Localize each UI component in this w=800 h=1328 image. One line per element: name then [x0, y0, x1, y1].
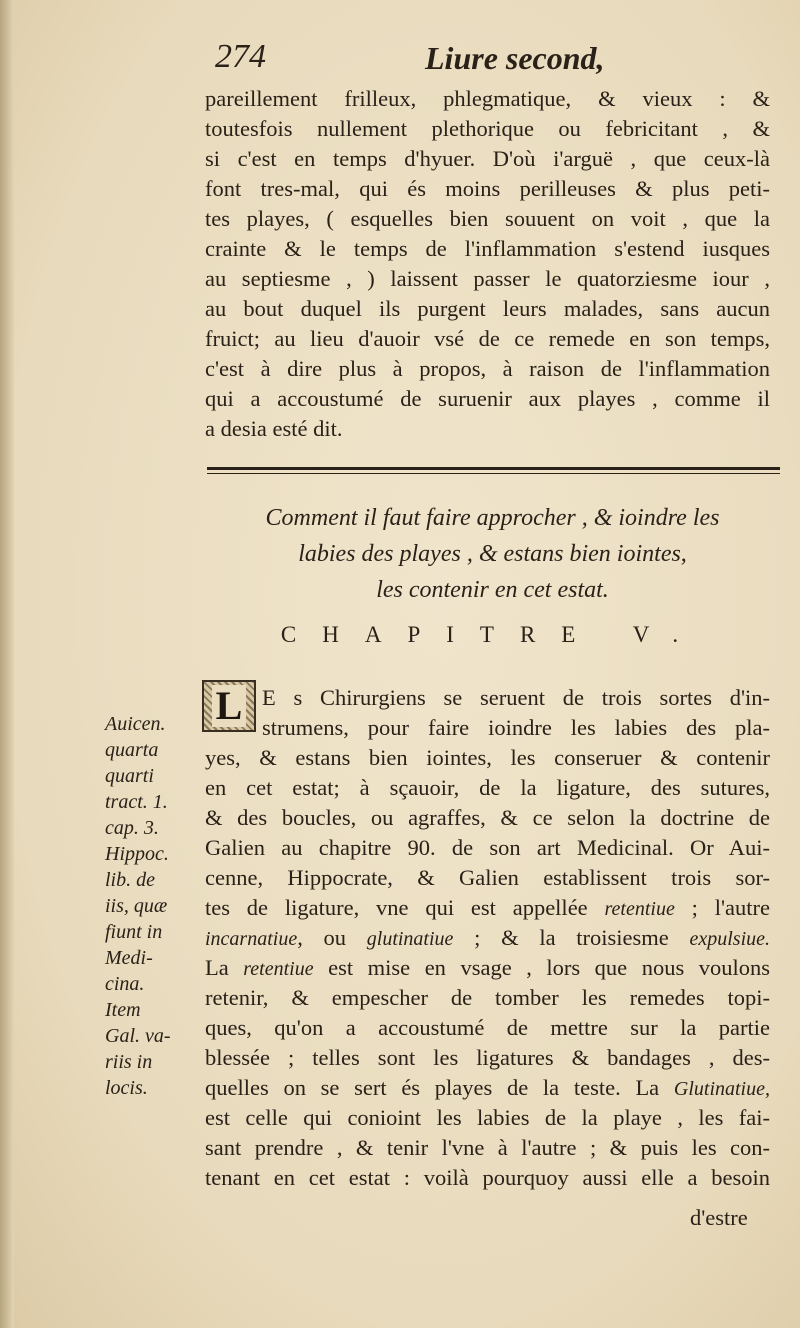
text-line: retenir, & empescher de tomber les remedes topi-	[205, 985, 770, 1010]
catchword: d'estre	[690, 1205, 748, 1230]
text-segment: est mise en vsage , lors que nous voulons	[313, 955, 770, 980]
text-line	[205, 893, 770, 924]
text-line: en cet estat; à sçauoir, de la ligature, des sutures,	[205, 775, 770, 800]
text-line: tes playes, ( esquelles bien souuent on voit , que la	[205, 206, 770, 231]
text-line: pareillement frilleux, phlegmatique, & vieux : &	[205, 86, 770, 111]
margin-note-line: Gal. va-	[105, 1025, 171, 1047]
text-segment: quelles on se sert és playes de la teste. La	[205, 1075, 674, 1100]
text-line: sant prendre , & tenir l'vne à l'autre ; & puis les con-	[205, 1135, 770, 1160]
term-retentiue: retentiue	[604, 898, 675, 920]
text-line: tenant en cet estat : voilà pourquoy aussi elle a besoin	[205, 1165, 770, 1190]
margin-note-line: Medi-	[105, 947, 153, 969]
text-line: Galien au chapitre 90. de son art Medicinal. Or Aui-	[205, 835, 770, 860]
text-line: ques, qu'on a accoustumé de mettre sur la partie	[205, 1015, 770, 1040]
margin-note-line: Auicen.	[105, 713, 166, 735]
margin-note-line: Hippoc.	[105, 843, 169, 865]
binding-gutter	[0, 0, 14, 1328]
text-line: & des boucles, ou agraffes, & ce selon la doctrine de	[205, 805, 770, 830]
text-line: blessée ; telles sont les ligatures & bandages , des-	[205, 1045, 770, 1070]
text-line	[205, 1073, 770, 1104]
margin-note-line: locis.	[105, 1077, 148, 1099]
term-incarnatiue: incarnatiue	[205, 928, 298, 950]
margin-note-line: iis, quæ	[105, 895, 168, 917]
margin-note-line: riis in	[105, 1051, 153, 1073]
text-line	[205, 923, 770, 954]
text-line: font tres-mal, qui és moins perilleuses & plus peti-	[205, 176, 770, 201]
text-segment: ; & la troisiesme	[453, 925, 690, 950]
text-line: a desia esté dit.	[205, 416, 343, 441]
text-line: au bout duquel ils purgent leurs malades, sans aucun	[205, 296, 770, 321]
drop-cap-letter: L	[212, 685, 247, 727]
chapter-title-line: les contenir en cet estat.	[376, 577, 609, 603]
margin-note-line: quarti	[105, 765, 154, 787]
text-segment: , ou	[297, 925, 367, 950]
text-line: est celle qui conioint les labies de la playe , les fai-	[205, 1105, 770, 1130]
page-header	[215, 38, 775, 88]
margin-note-line: lib. de	[105, 869, 155, 891]
text-line: crainte & le temps de l'inflammation s'estend iusques	[205, 236, 770, 261]
text-line: fruict; au lieu d'auoir vsé de ce remede en son temps,	[205, 326, 770, 351]
text-line	[205, 953, 770, 984]
text-line: E s Chirurgiens se seruent de trois sortes d'in-	[262, 685, 770, 710]
margin-note-line: quarta	[105, 739, 159, 761]
margin-note-line: fiunt in	[105, 921, 163, 943]
margin-note-line: cina.	[105, 973, 145, 995]
drop-cap	[202, 680, 256, 732]
section-rule	[207, 467, 780, 470]
text-line: au septiesme , ) laissent passer le quatorziesme iour ,	[205, 266, 770, 291]
chapter-label: CHAPITRE V.	[280, 622, 705, 647]
text-line: qui a accoustumé de suruenir aux playes , comme il	[205, 386, 770, 411]
running-head: Liure second,	[425, 40, 605, 76]
text-segment: ; l'autre	[674, 895, 770, 920]
text-line: strumens, pour faire ioindre les labies des pla-	[262, 715, 770, 740]
section-rule-thin	[207, 473, 780, 474]
text-line: yes, & estans bien iointes, les conseruer & contenir	[205, 745, 770, 770]
text-line: toutesfois nullement plethorique ou febricitant , &	[205, 116, 770, 141]
text-line: si c'est en temps d'hyuer. D'où i'arguë , que ceux-là	[205, 146, 770, 171]
page-number: 274	[215, 38, 266, 75]
term-retentiue: retentiue	[243, 958, 314, 980]
term-glutinatiue: glutinatiue	[366, 928, 454, 950]
margin-note-line: tract. 1.	[105, 791, 168, 813]
text-segment: tes de ligature, vne qui est appellée	[205, 895, 605, 920]
text-line: c'est à dire plus à propos, à raison de l'inflammation	[205, 356, 770, 381]
text-line: cenne, Hippocrate, & Galien establissent trois sor-	[205, 865, 770, 890]
chapter-title-line: Comment il faut faire approcher , & ioindre les	[265, 505, 720, 531]
term-glutinatiue: Glutinatiue,	[673, 1078, 770, 1100]
margin-note-line: Item	[105, 999, 141, 1021]
term-expulsiue: expulsiue.	[689, 928, 770, 950]
text-segment: La	[205, 955, 244, 980]
chapter-title-line: labies des playes , & estans bien iointes,	[298, 541, 687, 567]
margin-note-line: cap. 3.	[105, 817, 159, 839]
